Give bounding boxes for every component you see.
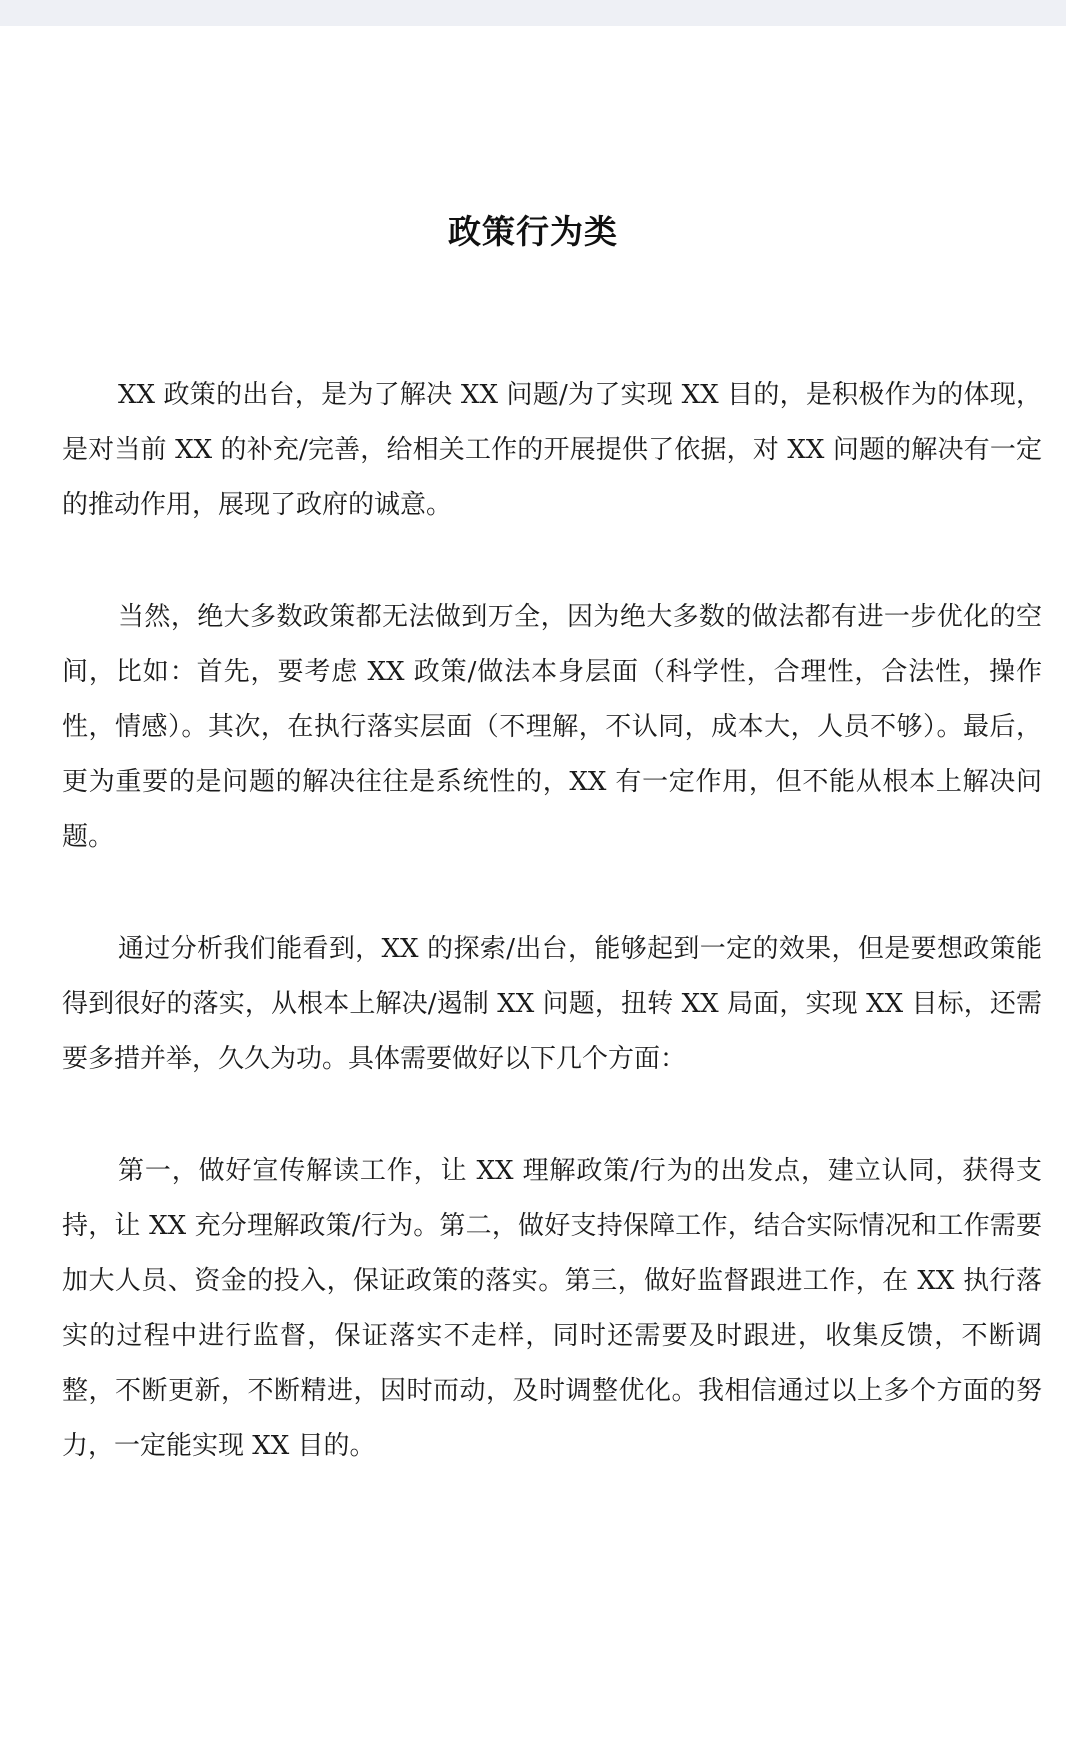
paragraph-4: 第一，做好宣传解读工作，让 XX 理解政策/行为的出发点，建立认同，获得支持，让 XX 充分理解政策/行为。第二，做好支持保障工作，结合实际情况和工作需要加大人员、资金的投入，保证政策的落实。第三，做好监督跟进工作，在 XX 执行落实的过程中进行监督，保证落实不走样，同时还需要及时跟进，收集反馈，不断调整，不断更新，不断精进，因时而动，及时调整优化。我相信通过以上多个方面的努力，一定能实现 XX 目的。 xyxy=(62,1156,1042,1461)
paragraph-1: XX 政策的出台，是为了解决 XX 问题/为了实现 XX 目的，是积极作为的体现，是对当前 XX 的补充/完善，给相关工作的开展提供了依据，对 XX 问题的解决有一定的推动作用，展现了政府的诚意。 xyxy=(62,380,1042,520)
document-title: 政策行为类 xyxy=(448,212,618,251)
top-bar xyxy=(0,0,1066,26)
document-page xyxy=(0,26,1066,1762)
paragraph-2: 当然，绝大多数政策都无法做到万全，因为绝大多数的做法都有进一步优化的空间，比如：首先，要考虑 XX 政策/做法本身层面（科学性，合理性，合法性，操作性，情感）。其次，在执行落实层面（不理解，不认同，成本大，人员不够）。最后，更为重要的是问题的解决往往是系统性的，XX 有一定作用，但不能从根本上解决问题。 xyxy=(62,602,1042,852)
paragraph-3: 通过分析我们能看到，XX 的探索/出台，能够起到一定的效果，但是要想政策能得到很好的落实，从根本上解决/遏制 XX 问题，扭转 XX 局面，实现 XX 目标，还需要多措并举，久久为功。具体需要做好以下几个方面： xyxy=(62,934,1042,1074)
